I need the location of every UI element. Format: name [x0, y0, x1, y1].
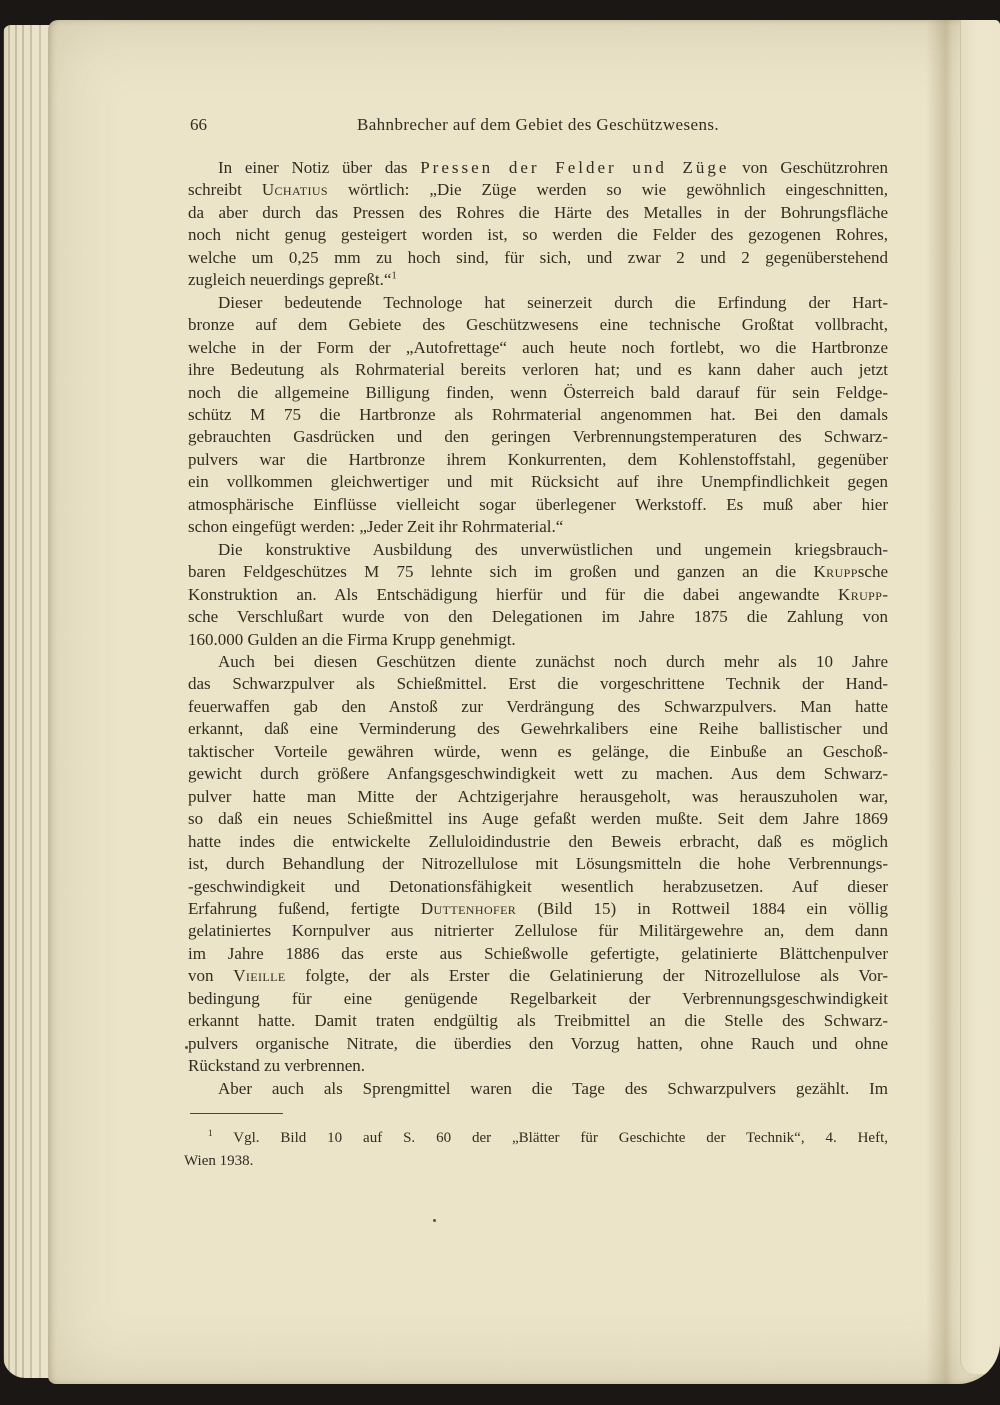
text-line: da aber durch das Pressen des Rohres die Härte des Metalles in der Bohrungsfläche — [188, 202, 888, 222]
text-line: bedingung für eine genügende Regelbarkeit der Verbrennungsgeschwindigkeit — [188, 988, 888, 1008]
body-text — [188, 157, 888, 1100]
text-line: Dieser bedeutende Technologe hat seinerzeit durch die Erfindung der Hart- — [218, 292, 888, 312]
text-line: gelatiniertes Kornpulver aus nitrierter Zellulose für Militärgewehre an, dem dann — [188, 921, 888, 941]
text-line: zugleich neuerdings gepreßt.“$^1$ — [188, 270, 397, 290]
text-line: das Schwarzpulver als Schießmittel. Erst die vorgeschrittene Technik der Hand- — [188, 674, 888, 694]
text-line: pulver hatte man Mitte der Achtzigerjahre herausgeholt, was herauszuholen war, — [188, 786, 888, 806]
text-line: Die konstruktive Ausbildung des unverwüstlichen und ungemein kriegsbrauch- — [218, 539, 888, 559]
text-line: noch nicht genug gesteigert worden ist, so werden die Felder des gezogenen Rohres, — [188, 225, 888, 245]
text-line: Wien 1938. — [184, 1152, 254, 1169]
text-line: erkannt, daß eine Verminderung des Gewehrkalibers eine Reihe ballistischer und — [188, 719, 888, 739]
text-line: feuerwaffen gab den Anstoß zur Verdrängung des Schwarzpulvers. Man hatte — [188, 696, 888, 716]
text-line: sche Verschlußart wurde von den Delegationen im Jahre 1875 die Zahlung von — [188, 607, 888, 627]
text-line: pulvers organische Nitrate, die überdies den Vorzug hatten, ohne Rauch und ohne — [188, 1033, 888, 1053]
gutter-shadow — [926, 20, 962, 1384]
styled-text: Krupp — [813, 562, 858, 582]
text-line: gewicht durch größere Anfangsgeschwindigkeit wett zu machen. Aus dem Schwarz- — [188, 764, 888, 784]
footnote-rule — [190, 1113, 283, 1114]
text-line: schreibt Uchatius wörtlich: „Die Züge werden so wie gewöhnlich eingeschnitten, — [188, 180, 888, 200]
styled-text: Krupp — [838, 584, 883, 604]
styled-text: Duttenhofer — [420, 898, 517, 918]
text-line: Auch bei diesen Geschützen diente zunächst noch durch mehr als 10 Jahre — [218, 651, 888, 671]
text-line: In einer Notiz über das Pressen der Felder und Züge von Geschützrohren — [218, 158, 888, 177]
ink-speck — [433, 1219, 436, 1222]
styled-text: Uchatius — [261, 180, 328, 200]
text-line: gebrauchten Gasdrücken und den geringen Verbrennungstemperaturen des Schwarz- — [188, 427, 888, 447]
footnote-text — [184, 1127, 888, 1172]
text-line: noch die allgemeine Billigung finden, wenn Österreich bald darauf für sein Feldge- — [188, 382, 888, 402]
text-line: $^1$ Vgl. Bild 10 auf S. 60 der „Blätter für Geschichte der Technik“, 4. Heft, — [208, 1129, 888, 1146]
text-line: welche in der Form der „Autofrettage“ auch heute noch fortlebt, wo die Hartbronze — [188, 337, 888, 357]
text-line: ihre Bedeutung als Rohrmaterial bereits verloren hat; und es kann daher auch jetzt — [188, 360, 888, 380]
text-line: schütz M 75 die Hartbronze als Rohrmaterial angenommen hat. Bei den damals — [188, 404, 888, 424]
text-line: bronze auf dem Gebiete des Geschützwesens eine technische Großtat vollbracht, — [188, 315, 888, 335]
ink-speck — [185, 1046, 188, 1049]
text-line: im Jahre 1886 das erste aus Schießwolle gefertigte, gelatinierte Blättchenpulver — [188, 943, 888, 963]
text-line: Aber auch als Sprengmittel waren die Tage des Schwarzpulvers gezählt. Im — [218, 1078, 888, 1098]
text-line: von Vieille folgte, der als Erster die Gelatinierung der Nitrozellulose als Vor- — [188, 966, 888, 986]
page-header — [188, 113, 888, 137]
text-line: Konstruktion an. Als Entschädigung hierfür und für die dabei angewandte Krupp- — [188, 584, 888, 604]
text-line: 160.000 Gulden an die Firma Krupp genehmigt. — [188, 629, 516, 649]
styled-text: Pressen der Felder und Züge — [420, 158, 730, 177]
text-line: -geschwindigkeit und Detonationsfähigkeit wesentlich herabzusetzen. Auf dieser — [188, 876, 888, 896]
text-line: erkannt hatte. Damit traten endgültig als Treibmittel an die Stelle des Schwarz- — [188, 1011, 888, 1031]
page-edge-stack — [3, 25, 49, 1378]
text-line: schon eingefügt werden: „Jeder Zeit ihr Rohrmaterial.“ — [188, 517, 564, 537]
text-line: Erfahrung fußend, fertigte Duttenhofer (Bild 15) in Rottweil 1884 ein völlig — [188, 898, 888, 918]
text-line: ist, durch Behandlung der Nitrozellulose mit Lösungsmitteln die hohe Verbrennungs- — [188, 854, 888, 874]
text-column — [188, 113, 888, 1100]
text-line: ein vollkommen gleichwertiger und mit Rücksicht auf ihre Unempfindlichkeit gegen — [188, 472, 888, 492]
text-line: welche um 0,25 mm zu hoch sind, für sich, und zwar 2 und 2 gegenüberstehend — [188, 247, 888, 267]
text-line: so daß ein neues Schießmittel ins Auge gefaßt werden mußte. Seit dem Jahre 1869 — [188, 809, 888, 829]
running-header: Bahnbrecher auf dem Gebiet des Geschützwesens. — [356, 115, 720, 134]
text-line: atmosphärische Einflüsse vielleicht sogar überlegener Werkstoff. Es muß aber hier — [188, 494, 888, 514]
text-line: baren Feldgeschützes M 75 lehnte sich im großen und ganzen an die Kruppsche — [188, 562, 888, 582]
text-line: pulvers war die Hartbronze ihrem Konkurrenten, dem Kohlenstoffstahl, gegenüber — [188, 449, 888, 469]
text-line: taktischer Vorteile gewähren würde, wenn es gelänge, die Einbuße an Geschoß- — [188, 741, 888, 761]
page-number: 66 — [190, 115, 207, 134]
text-line: Rückstand zu verbrennen. — [188, 1056, 366, 1076]
styled-text: 1 — [391, 270, 397, 282]
styled-text: 1 — [208, 1129, 213, 1139]
adjacent-page-edge — [960, 20, 1000, 1374]
text-line: hatte indes die entwickelte Zelluloidindustrie den Beweis erbracht, daß es möglich — [188, 831, 888, 851]
styled-text: Vieille — [233, 966, 286, 986]
